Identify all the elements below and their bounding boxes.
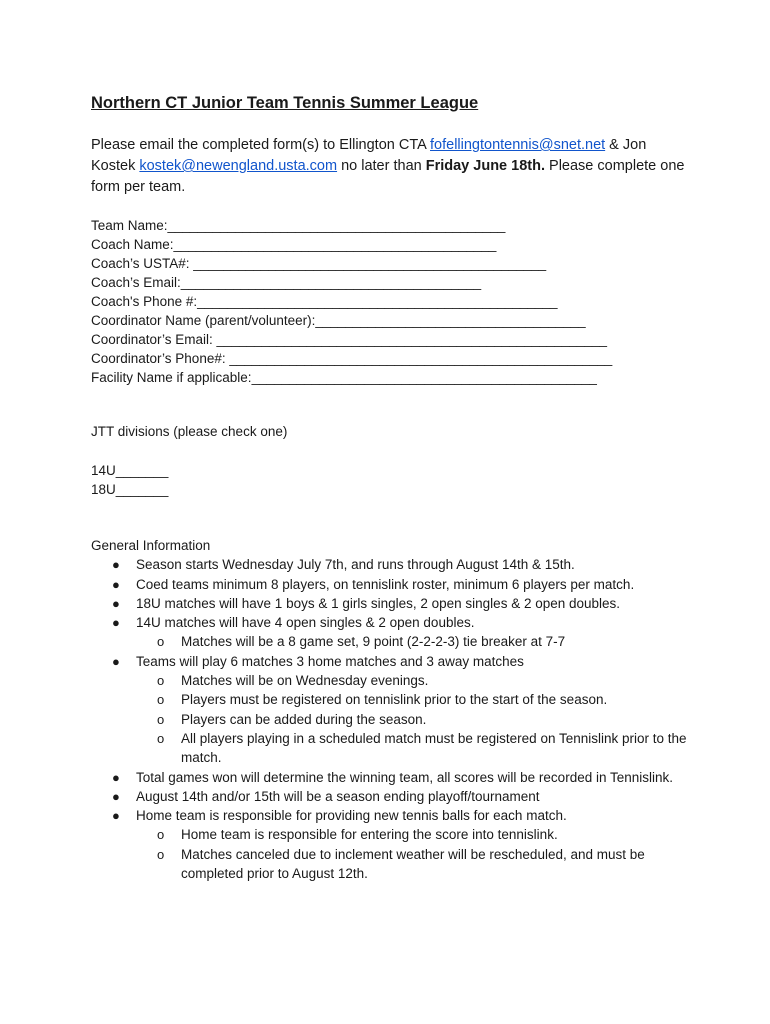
field-facility-name: Facility Name if applicable:______________________________________________ — [91, 370, 597, 385]
list-item: ● 14U matches will have 4 open singles & 2 open doubles. — [91, 613, 691, 632]
field-coach-usta: Coach’s USTA#: _______________________________________________ — [91, 256, 547, 271]
email-link-ellington[interactable]: fofellingtontennis@snet.net — [430, 137, 606, 153]
list-item: ● 18U matches will have 1 boys & 1 girls singles, 2 open singles & 2 open doubles. — [91, 594, 691, 613]
sub-list-item: o Players can be added during the season. — [91, 710, 691, 729]
general-information — [91, 536, 691, 883]
circle-bullet-icon: o — [157, 827, 165, 843]
deadline-text: Friday June 18th. — [425, 158, 545, 174]
list-item: ● Teams will play 6 matches 3 home matches and 3 away matches — [91, 652, 691, 671]
bullet-icon: ● — [112, 808, 120, 824]
sub-list-item: o All players playing in a scheduled match must be registered on Tennislink prior to the match. — [157, 730, 687, 766]
divisions-options — [91, 461, 168, 499]
intro-text: Please email the completed form(s) to Ellington CTA — [91, 137, 431, 153]
bullet-icon: ● — [112, 576, 120, 592]
division-18u: 18U_______ — [91, 482, 169, 497]
general-heading: General Information — [91, 538, 211, 553]
bullet-icon: ● — [112, 788, 120, 804]
circle-bullet-icon: o — [157, 711, 165, 727]
sub-list-item: o Home team is responsible for entering the score into tennislink. — [91, 825, 691, 844]
sub-list-item: o Players must be registered on tennislink prior to the start of the season. — [91, 690, 691, 709]
bullet-icon: ● — [112, 653, 120, 669]
sub-list-item: o Matches canceled due to inclement weather will be rescheduled, and must be completed prior to August 12th. — [157, 846, 645, 882]
circle-bullet-icon: o — [157, 692, 165, 708]
bullet-icon: ● — [112, 595, 120, 611]
intro-text: & Jon Kostek — [91, 137, 647, 174]
field-coach-email: Coach’s Email:________________________________________ — [91, 275, 482, 290]
field-coach-name: Coach Name:___________________________________________ — [91, 237, 497, 252]
intro-paragraph — [91, 135, 691, 198]
list-item: ● August 14th and/or 15th will be a season ending playoff/tournament — [91, 787, 691, 806]
bullet-icon: ● — [112, 769, 120, 785]
team-info-fields — [91, 216, 612, 387]
circle-bullet-icon: o — [157, 673, 165, 689]
divisions-heading: JTT divisions (please check one) — [91, 424, 288, 439]
bullet-icon: ● — [112, 557, 120, 573]
field-coordinator-email: Coordinator’s Email: ____________________________________________________ — [91, 332, 607, 347]
intro-text: Please complete one form per team. — [91, 158, 685, 195]
sub-list-item: o Matches will be a 8 game set, 9 point (2-2-2-3) tie breaker at 7-7 — [91, 632, 691, 651]
sub-list-item: o Matches will be on Wednesday evenings. — [91, 671, 691, 690]
list-item: ● Coed teams minimum 8 players, on tennislink roster, minimum 6 players per match. — [91, 575, 691, 594]
circle-bullet-icon: o — [157, 634, 165, 650]
page-title: Northern CT Junior Team Tennis Summer League — [91, 94, 479, 112]
division-14u: 14U_______ — [91, 463, 169, 478]
intro-text: no later than — [337, 158, 426, 174]
email-link-kostek[interactable]: kostek@newengland.usta.com — [139, 158, 338, 174]
bullet-icon: ● — [112, 615, 120, 631]
general-list — [91, 555, 691, 883]
field-coordinator-name: Coordinator Name (parent/volunteer):____________________________________ — [91, 313, 586, 328]
circle-bullet-icon: o — [157, 730, 165, 746]
circle-bullet-icon: o — [157, 846, 165, 862]
field-coach-phone: Coach's Phone #:________________________________________________ — [91, 294, 558, 309]
list-item: ● Season starts Wednesday July 7th, and runs through August 14th & 15th. — [91, 555, 691, 574]
field-team-name: Team Name:_____________________________________________ — [91, 218, 506, 233]
list-item: ● Home team is responsible for providing new tennis balls for each match. — [91, 806, 691, 825]
list-item: ● Total games won will determine the winning team, all scores will be recorded in Tennislink. — [91, 768, 691, 787]
field-coordinator-phone: Coordinator’s Phone#: ___________________________________________________ — [91, 351, 613, 366]
